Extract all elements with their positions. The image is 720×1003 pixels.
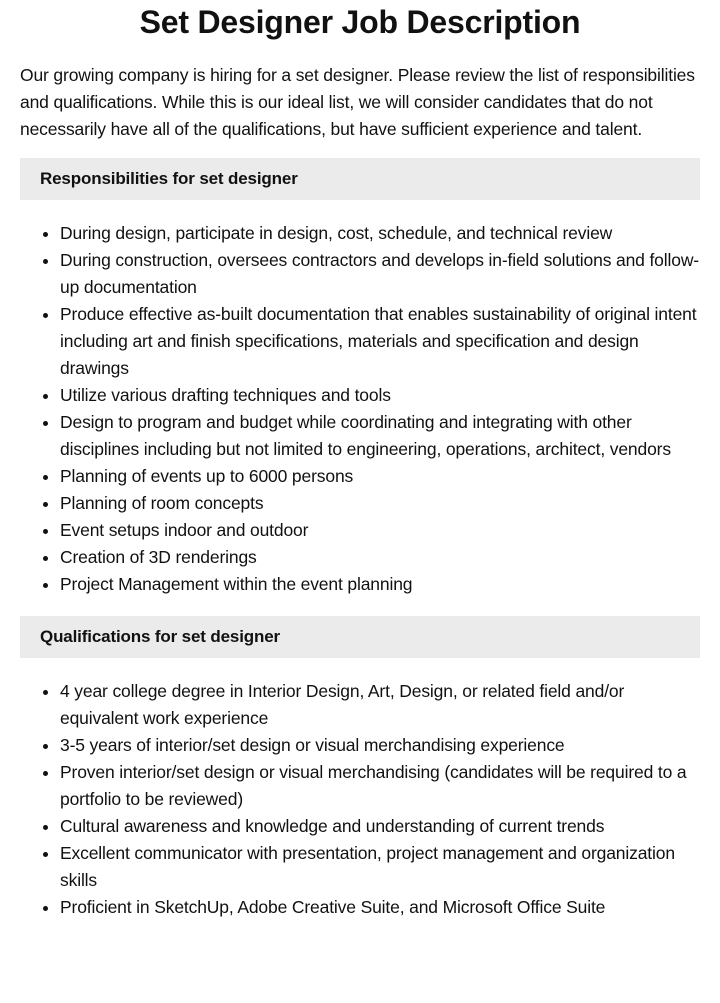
list-item: Produce effective as-built documentation that enables sustainability of original intent including art and finish specifications, materials and specification and design drawings [60, 301, 700, 382]
list-item: Creation of 3D renderings [60, 544, 700, 571]
list-item: Proficient in SketchUp, Adobe Creative Suite, and Microsoft Office Suite [60, 894, 700, 921]
list-item: Event setups indoor and outdoor [60, 517, 700, 544]
list-item: During construction, oversees contractors and develops in-field solutions and follow-up documentation [60, 247, 700, 301]
list-item: 4 year college degree in Interior Design, Art, Design, or related field and/or equivalent work experience [60, 678, 700, 732]
list-item: Utilize various drafting techniques and tools [60, 382, 700, 409]
responsibilities-heading: Responsibilities for set designer [20, 158, 700, 200]
list-item: Cultural awareness and knowledge and understanding of current trends [60, 813, 700, 840]
intro-paragraph: Our growing company is hiring for a set designer. Please review the list of responsibilities and qualifications. While this is our ideal list, we will consider candidates that do not necessarily have all of the qualifications, but have sufficient experience and talent. [20, 65, 695, 139]
list-item: Project Management within the event planning [60, 571, 700, 598]
qualifications-list [20, 678, 700, 921]
list-item: 3-5 years of interior/set design or visual merchandising experience [60, 732, 700, 759]
list-item: Planning of events up to 6000 persons [60, 463, 700, 490]
list-item: During design, participate in design, cost, schedule, and technical review [60, 220, 700, 247]
responsibilities-list [20, 220, 700, 598]
list-item: Design to program and budget while coordinating and integrating with other disciplines including but not limited to engineering, operations, architect, vendors [60, 409, 700, 463]
list-item: Planning of room concepts [60, 490, 700, 517]
qualifications-heading: Qualifications for set designer [20, 616, 700, 658]
list-item: Proven interior/set design or visual merchandising (candidates will be required to a portfolio to be reviewed) [60, 759, 700, 813]
list-item: Excellent communicator with presentation, project management and organization skills [60, 840, 700, 894]
page-title: Set Designer Job Description [139, 4, 581, 40]
